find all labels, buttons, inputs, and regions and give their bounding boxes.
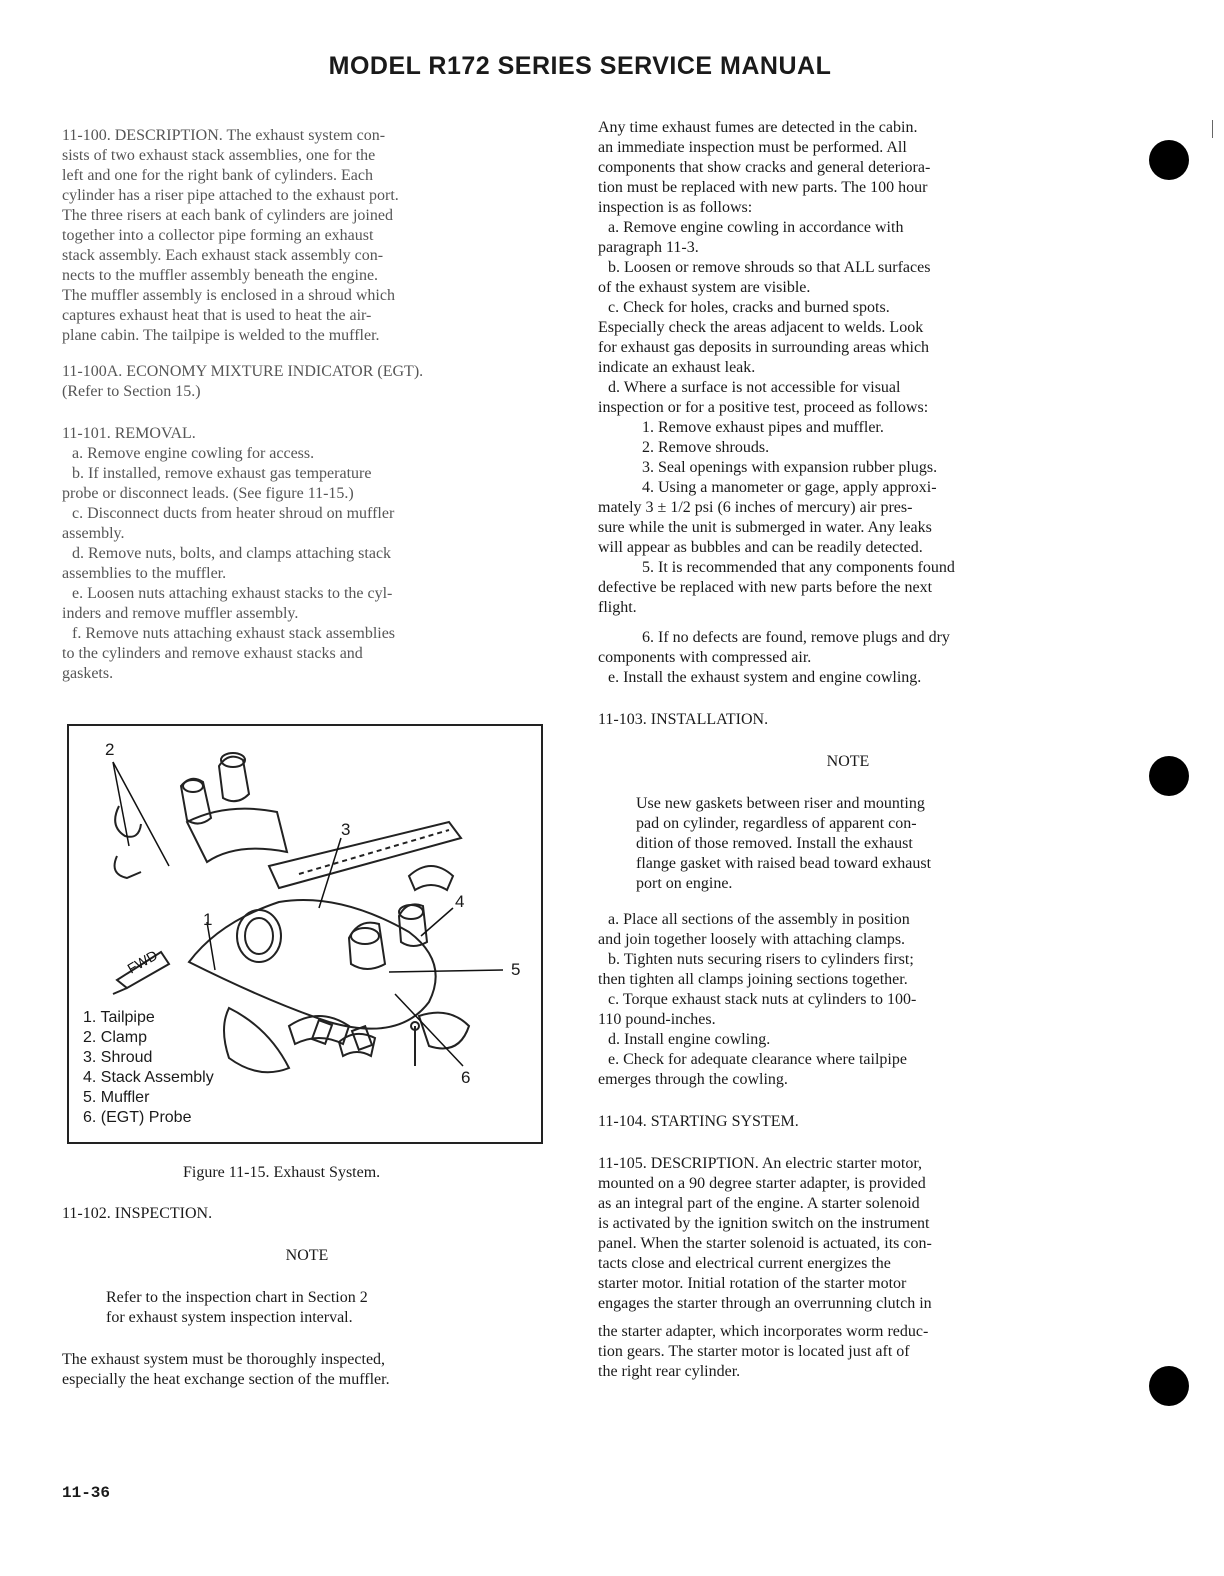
installation-steps [598,910,1098,1090]
text-line: inspection is as follows: [598,199,753,216]
text-line: 4. Using a manometer or gage, apply approxi- [642,479,937,496]
starting-system-heading: 11-104. STARTING SYSTEM. [598,1113,799,1130]
text-line: Use new gaskets between riser and mounting [636,795,925,812]
text-line: 11-100. DESCRIPTION. The exhaust system con- [62,127,386,144]
text-line: flange gasket with raised bead toward exhaust [636,855,932,872]
text-line: for exhaust gas deposits in surrounding areas which [598,339,930,356]
text-line: indicate an exhaust leak. [598,359,756,376]
text-line: engages the starter through an overrunning clutch in [598,1295,932,1312]
text-line: and join together loosely with attaching clamps. [598,931,906,948]
inspection-section [62,1204,552,1390]
text-line: tacts close and electrical current energizes the [598,1255,891,1272]
text-line: The exhaust system must be thoroughly inspected, [62,1351,386,1368]
text-line: for exhaust system inspection interval. [106,1309,353,1326]
text-line: the starter adapter, which incorporates worm reduc- [598,1323,929,1340]
page-number: 11-36 [62,1484,111,1502]
description-paragraph [62,126,552,346]
text-line: nects to the muffler assembly beneath the engine. [62,267,379,284]
exhaust-system-figure [67,724,543,1144]
text-line: assembly. [62,525,125,542]
figure-legend [83,1008,214,1128]
text-line: d. Where a surface is not accessible for visual [608,379,901,396]
text-line: b. If installed, remove exhaust gas temperature [72,465,372,482]
legend-item: 3. Shroud [83,1049,153,1066]
text-line: plane cabin. The tailpipe is welded to the muffler. [62,327,380,344]
note-label: NOTE [826,753,870,770]
text-line: Any time exhaust fumes are detected in the cabin. [598,119,918,136]
page-title: MODEL R172 SERIES SERVICE MANUAL [328,52,832,80]
text-line: a. Remove engine cowling for access. [72,445,315,462]
text-line: The three risers at each bank of cylinders are joined [62,207,393,224]
text-line: components with compressed air. [598,649,812,666]
text-line: a. Remove engine cowling in accordance with [608,219,904,236]
note-label: NOTE [285,1247,329,1264]
text-line: tion must be replaced with new parts. The 100 hour [598,179,928,196]
text-line: e. Loosen nuts attaching exhaust stacks to the cyl- [72,585,393,602]
binder-hole [1149,756,1189,796]
text-line: 1. Remove exhaust pipes and muffler. [642,419,884,436]
egt-heading: 11-100A. ECONOMY MIXTURE INDICATOR (EGT). [62,363,424,380]
legend-item: 6. (EGT) Probe [83,1109,192,1126]
starting-description [598,1154,1098,1382]
text-line: left and one for the right bank of cylinders. Each [62,167,373,184]
text-line: 11-105. DESCRIPTION. An electric starter motor, [598,1155,923,1172]
removal-heading: 11-101. REMOVAL. [62,425,196,442]
text-line: captures exhaust heat that is used to heat the air- [62,307,372,324]
text-line: assemblies to the muffler. [62,565,227,582]
text-line: f. Remove nuts attaching exhaust stack assemblies [72,625,396,642]
callout-6: 6 [461,1068,471,1087]
egt-reference: (Refer to Section 15.) [62,383,201,400]
text-line: 5. It is recommended that any components found [642,559,955,576]
text-line: together into a collector pipe forming an exhaust [62,227,374,244]
installation-heading: 11-103. INSTALLATION. [598,711,769,728]
callout-1: 1 [203,910,213,929]
text-line: an immediate inspection must be performed. All [598,139,907,156]
text-line: sists of two exhaust stack assemblies, one for the [62,147,376,164]
edge-mark [1212,120,1213,138]
text-line: b. Loosen or remove shrouds so that ALL surfaces [608,259,931,276]
text-line: 3. Seal openings with expansion rubber plugs. [642,459,938,476]
text-line: then tighten all clamps joining sections together. [598,971,908,988]
legend-item: 2. Clamp [83,1029,148,1046]
text-line: stack assembly. Each exhaust stack assembly con- [62,247,384,264]
text-line: a. Place all sections of the assembly in position [608,911,910,928]
text-line: d. Install engine cowling. [608,1031,771,1048]
text-line: 6. If no defects are found, remove plugs and dry [642,629,950,646]
binder-hole [1149,1366,1189,1406]
text-line: c. Check for holes, cracks and burned spots. [608,299,890,316]
text-line: gaskets. [62,665,114,682]
inspection-heading: 11-102. INSPECTION. [62,1205,213,1222]
legend-item: 5. Muffler [83,1089,150,1106]
text-line: components that show cracks and general deteriora- [598,159,931,176]
text-line: of the exhaust system are visible. [598,279,811,296]
inspection-steps [598,218,1098,688]
text-line: dition of those removed. Install the exhaust [636,835,913,852]
inspection-continued [598,118,1098,218]
text-line: port on engine. [636,875,733,892]
figure-caption: Figure 11-15. Exhaust System. [183,1164,381,1181]
text-line: sure while the unit is submerged in water. Any leaks [598,519,932,536]
text-line: flight. [598,599,637,616]
text-line: as an integral part of the engine. A starter solenoid [598,1195,920,1212]
text-line: is activated by the ignition switch on the instrument [598,1215,930,1232]
text-line: will appear as bubbles and can be readily detected. [598,539,923,556]
text-line: inspection or for a positive test, proceed as follows: [598,399,929,416]
text-line: pad on cylinder, regardless of apparent con- [636,815,917,832]
text-line: d. Remove nuts, bolts, and clamps attaching stack [72,545,392,562]
callout-3: 3 [341,820,351,839]
text-line: probe or disconnect leads. (See figure 11-15.) [62,485,354,502]
legend-item: 4. Stack Assembly [83,1069,214,1086]
text-line: The muffler assembly is enclosed in a shroud which [62,287,395,304]
text-line: c. Disconnect ducts from heater shroud on muffler [72,505,395,522]
note-body [106,1288,506,1328]
text-line: e. Check for adequate clearance where tailpipe [608,1051,907,1068]
text-line: cylinder has a riser pipe attached to the exhaust port. [62,187,399,204]
legend-item: 1. Tailpipe [83,1009,155,1026]
text-line: starter motor. Initial rotation of the starter motor [598,1275,907,1292]
text-line: 110 pound-inches. [598,1011,716,1028]
fwd-label: FWD [124,946,161,977]
text-line: 2. Remove shrouds. [642,439,770,456]
note-body [636,794,1036,894]
binder-hole [1149,140,1189,180]
right-column [598,118,1098,1382]
callout-4: 4 [455,892,465,911]
text-line: defective be replaced with new parts before the next [598,579,933,596]
callout-2: 2 [105,740,115,759]
text-line: Refer to the inspection chart in Section 2 [106,1289,368,1306]
text-line: paragraph 11-3. [598,239,699,256]
removal-steps [62,444,552,684]
text-line: panel. When the starter solenoid is actuated, its con- [598,1235,932,1252]
text-line: mounted on a 90 degree starter adapter, is provided [598,1175,926,1192]
text-line: to the cylinders and remove exhaust stacks and [62,645,363,662]
text-line: tion gears. The starter motor is located just aft of [598,1343,910,1360]
text-line: inders and remove muffler assembly. [62,605,299,622]
text-line: the right rear cylinder. [598,1363,741,1380]
text-line: c. Torque exhaust stack nuts at cylinders to 100- [608,991,917,1008]
left-column [62,126,552,684]
callout-5: 5 [511,960,521,979]
text-line: emerges through the cowling. [598,1071,788,1088]
text-line: e. Install the exhaust system and engine cowling. [608,669,922,686]
text-line: Especially check the areas adjacent to welds. Look [598,319,924,336]
text-line: mately 3 ± 1/2 psi (6 inches of mercury) air pres- [598,499,913,516]
text-line: especially the heat exchange section of the muffler. [62,1371,390,1388]
text-line: b. Tighten nuts securing risers to cylinders first; [608,951,914,968]
